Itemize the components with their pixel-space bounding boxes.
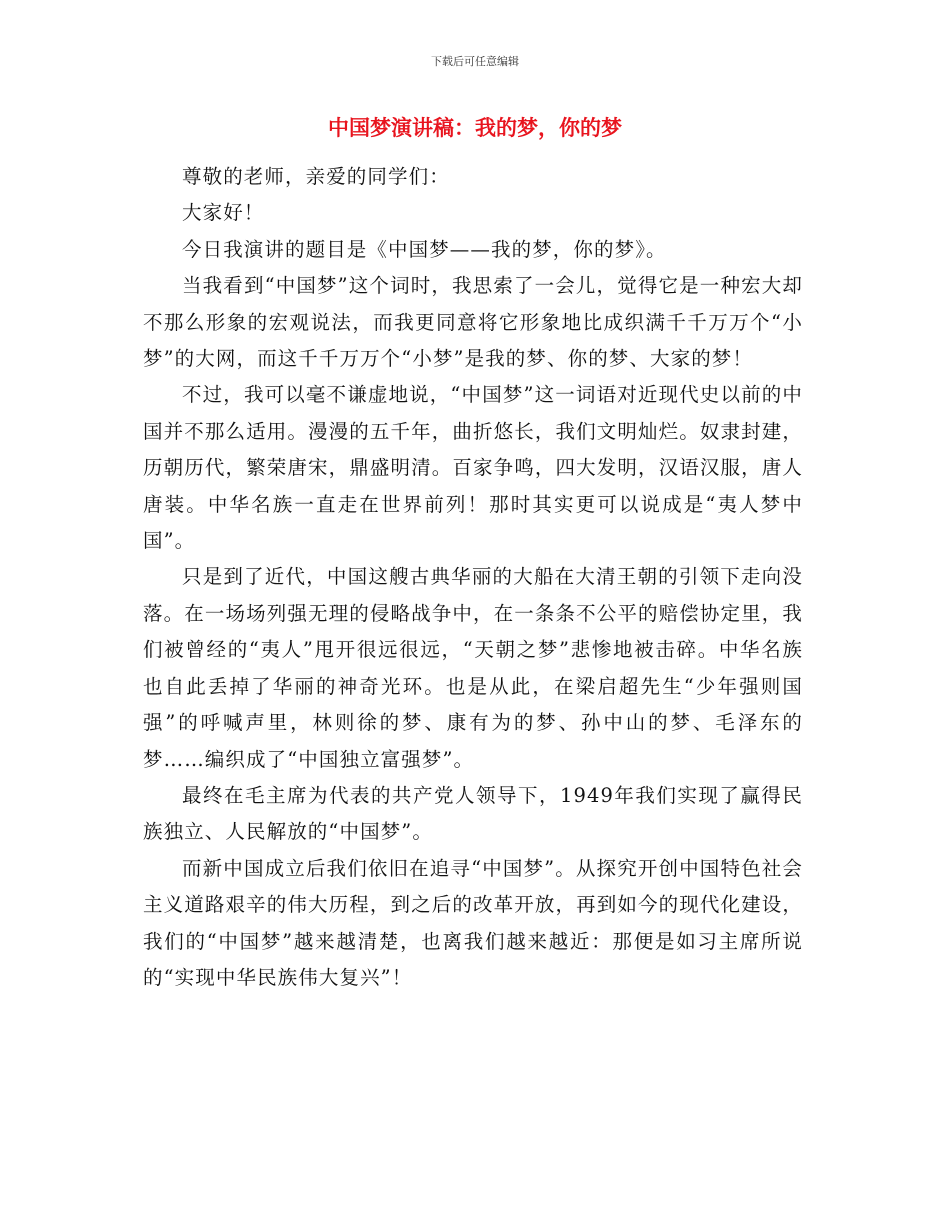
document-body [143, 159, 803, 996]
paragraph-body: 而新中国成立后我们依旧在追寻“中国梦”。从探究开创中国特色社会主义道路艰辛的伟大历程，到之后的改革开放，再到如今的现代化建设，我们的“中国梦”越来越清楚，也离我们越来越近：那便是如习主席所说的“实现中华民族伟大复兴”！ [143, 856, 803, 989]
paragraph-body: 最终在毛主席为代表的共产党人领导下，1949年我们实现了赢得民族独立、人民解放的“中国梦”。 [143, 783, 803, 844]
paragraph-greeting: 大家好！ [182, 201, 265, 225]
paragraph-body: 不过，我可以毫不谦虚地说，“中国梦”这一词语对近现代史以前的中国并不那么适用。漫漫的五千年，曲折悠长，我们文明灿烂。奴隶封建，历朝历代，繁荣唐宋，鼎盛明清。百家争鸣，四大发明，汉语汉服，唐人唐装。中华名族一直走在世界前列！那时其实更可以说成是“夷人梦中国”。 [143, 383, 803, 553]
paragraph-topic: 今日我演讲的题目是《中国梦——我的梦，你的梦》。 [182, 237, 667, 261]
paragraph-body: 只是到了近代，中国这艘古典华丽的大船在大清王朝的引领下走向没落。在一场场列强无理的侵略战争中，在一条条不公平的赔偿协定里，我们被曾经的“夷人”甩开很远很远，“天朝之梦”悲惨地被击碎。中华名族也自此丢掉了华丽的神奇光环。也是从此，在梁启超先生“少年强则国强”的呼喊声里，林则徐的梦、康有为的梦、孙中山的梦、毛泽东的梦……编织成了“中国独立富强梦”。 [143, 565, 803, 771]
document-title: 中国梦演讲稿：我的梦，你的梦 [328, 116, 622, 140]
page-header-note: 下载后可任意编辑 [431, 55, 519, 68]
paragraph-body: 当我看到“中国梦”这个词时，我思索了一会儿，觉得它是一种宏大却不那么形象的宏观说法，而我更同意将它形象地比成织满千千万万个“小梦”的大网，而这千千万万个“小梦”是我的梦、你的梦、大家的梦！ [143, 274, 803, 371]
paragraph-salutation: 尊敬的老师，亲爱的同学们： [182, 165, 450, 188]
